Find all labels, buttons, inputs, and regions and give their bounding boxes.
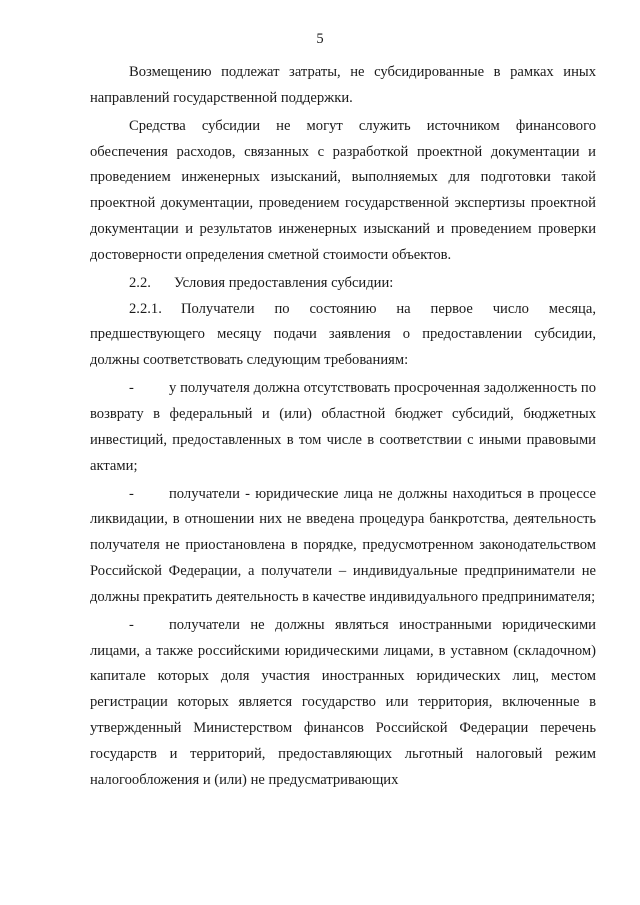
document-body — [90, 60, 596, 794]
subsection-2-2-1 — [90, 297, 596, 375]
section-number: 2.2. — [129, 274, 151, 291]
list-item-text: получатели не должны являться иностранными юридическими лицами, а также российскими юридическими лицами, в уставном (складочном) капитале которых доля участия иностранных юридических лиц, местом регистрации которых является государство или территория, включенные в утвержденный Министерством финансов Российской Федерации перечень государств и территорий, предоставляющих льготный налоговый режим налогообложения и (или) не предусматривающих — [90, 616, 596, 788]
list-item-text: получатели - юридические лица не должны находиться в процессе ликвидации, в отношении них не введена процедура банкротства, деятельность получателя не приостановлена в порядке, предусмотренном законодательством Российской Федерации, а получатели – индивидуальные предприниматели не должны прекратить деятельность в качестве индивидуального предпринимателя; — [90, 485, 596, 605]
section-title: Условия предоставления субсидии: — [174, 274, 394, 291]
list-dash: - — [129, 616, 134, 633]
list-item — [90, 376, 596, 479]
subsection-number: 2.2.1. — [129, 300, 162, 317]
list-item — [90, 482, 596, 611]
paragraph-reimbursement: Возмещению подлежат затраты, не субсидированные в рамках иных направлений государственной поддержки. — [90, 64, 596, 106]
list-dash: - — [129, 485, 134, 502]
list-item — [90, 613, 596, 794]
subsection-text: Получатели по состоянию на первое число месяца, предшествующего месяцу подачи заявления о предоставлении субсидии, должны соответствовать следующим требованиям: — [90, 300, 596, 369]
paragraph-subsidy-restrictions: Средства субсидии не могут служить источником финансового обеспечения расходов, связанных с разработкой проектной документации и проведением инженерных изысканий, выполняемых для подготовки такой проектной документации, проведением государственной экспертизы проектной документации и результатов инженерных изысканий и проведением проверки достоверности определения сметной стоимости объектов. — [90, 117, 596, 263]
page-number: 5 — [316, 31, 324, 47]
list-dash: - — [129, 380, 134, 397]
section-heading-2-2 — [90, 271, 596, 297]
list-item-text: у получателя должна отсутствовать просроченная задолженность по возврату в федеральный и (или) областной бюджет субсидий, бюджетных инвестиций, предоставленных в том числе в соответствии с иными правовыми актами; — [90, 380, 596, 474]
